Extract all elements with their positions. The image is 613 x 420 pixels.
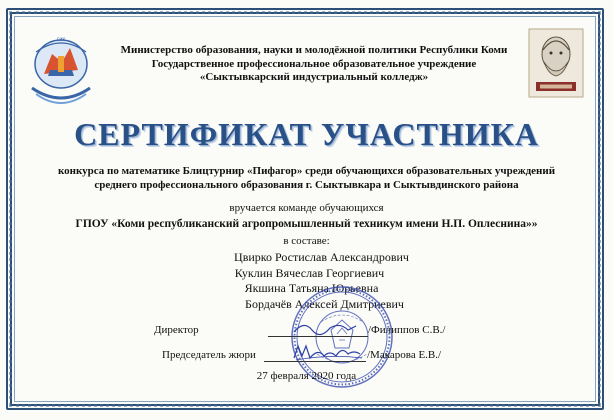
director-name: /Филиппов С.В./ — [368, 324, 446, 336]
contest-description — [40, 164, 573, 192]
member-name: Куклин Вячеслав Георгиевич — [234, 265, 385, 280]
issue-date: 27 февраля 2020 года — [256, 370, 357, 382]
member-name: Якшина Татьяна Юрьевна — [244, 281, 379, 295]
director-label: Директор — [154, 324, 199, 336]
composition-label: в составе: — [283, 235, 330, 247]
college-logo-icon — [22, 30, 100, 110]
team-organization: ГПОУ «Коми республиканский агропромышленный техникум имени Н.П. Оплеснина»» — [75, 218, 538, 230]
certificate-title: СЕРТИФИКАТ УЧАСТНИКА — [74, 116, 539, 152]
awarded-text: вручается команде обучающихся — [229, 202, 384, 214]
ministry-line: Министерство образования, науки и молодёжной политики Республики Коми — [120, 44, 508, 56]
director-signature-icon — [290, 318, 360, 338]
member-name: Цвирко Ростислав Александрович — [234, 250, 409, 264]
college-name-line: «Сыктывкарский индустриальный колледж» — [199, 71, 429, 83]
svg-text:СИК: СИК — [56, 37, 66, 42]
contest-line-2: среднего профессионального образования г. Сыктывкара и Сыктывдинского района — [94, 179, 519, 191]
pythagoras-portrait-icon — [528, 28, 584, 98]
contest-line-1: конкурса по математике Блицтурнир «Пифагор» среди обучающихся образовательных учреждений — [57, 165, 556, 177]
jury-chair-label: Председатель жюри — [162, 349, 256, 361]
institution-type-line: Государственное профессиональное образовательное учреждение — [151, 57, 477, 70]
member-name: Бордачёв Алексей Дмитриевич — [245, 296, 404, 311]
issuer-header — [100, 44, 528, 85]
jury-chair-signature-icon — [290, 340, 366, 364]
jury-chair-name: /Макарова Е.В./ — [367, 349, 442, 361]
